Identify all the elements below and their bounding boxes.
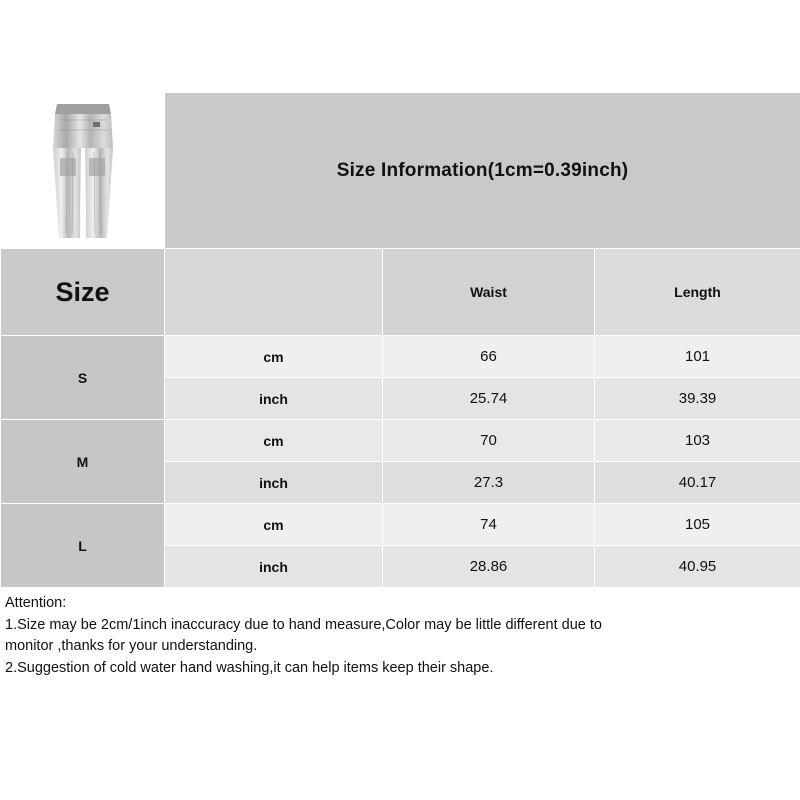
cell-waist-inch: 25.74	[383, 378, 595, 420]
row-unit-inch: inch	[165, 378, 383, 420]
attention-line-1: 1.Size may be 2cm/1inch inaccuracy due to hand measure,Color may be little different due to	[5, 616, 602, 633]
attention-line-2: monitor ,thanks for your understanding.	[5, 638, 258, 655]
table-subheader-row	[1, 249, 800, 336]
row-unit-inch: inch	[165, 546, 383, 588]
table-row	[1, 504, 800, 546]
column-header-waist: Waist	[383, 249, 595, 336]
row-unit-cm: cm	[165, 336, 383, 378]
table-header-row	[1, 93, 800, 249]
cell-waist-cm: 74	[383, 504, 595, 546]
cell-waist-cm: 70	[383, 420, 595, 462]
column-header-size: Size	[1, 249, 165, 336]
size-information-table	[0, 92, 800, 588]
cell-length-cm: 101	[595, 336, 800, 378]
row-size-label: L	[1, 504, 165, 588]
row-size-label: M	[1, 420, 165, 504]
cell-length-cm: 105	[595, 504, 800, 546]
size-chart-sheet	[0, 92, 800, 686]
cell-length-inch: 39.39	[595, 378, 800, 420]
cell-waist-cm: 66	[383, 336, 595, 378]
attention-heading: Attention:	[5, 595, 67, 611]
size-information-title: Size Information(1cm=0.39inch)	[165, 93, 800, 249]
column-header-length: Length	[595, 249, 800, 336]
cell-waist-inch: 27.3	[383, 462, 595, 504]
product-image-cell	[1, 93, 165, 249]
cargo-pants-photo	[27, 96, 139, 246]
row-unit-inch: inch	[165, 462, 383, 504]
cell-length-cm: 103	[595, 420, 800, 462]
cell-length-inch: 40.95	[595, 546, 800, 588]
cell-waist-inch: 28.86	[383, 546, 595, 588]
row-unit-cm: cm	[165, 504, 383, 546]
cell-length-inch: 40.17	[595, 462, 800, 504]
column-header-spacer	[165, 249, 383, 336]
table-row	[1, 420, 800, 462]
row-size-label: S	[1, 336, 165, 420]
table-row	[1, 336, 800, 378]
attention-line-3: 2.Suggestion of cold water hand washing,it can help items keep their shape.	[5, 659, 494, 676]
row-unit-cm: cm	[165, 420, 383, 462]
attention-notes	[0, 588, 798, 686]
